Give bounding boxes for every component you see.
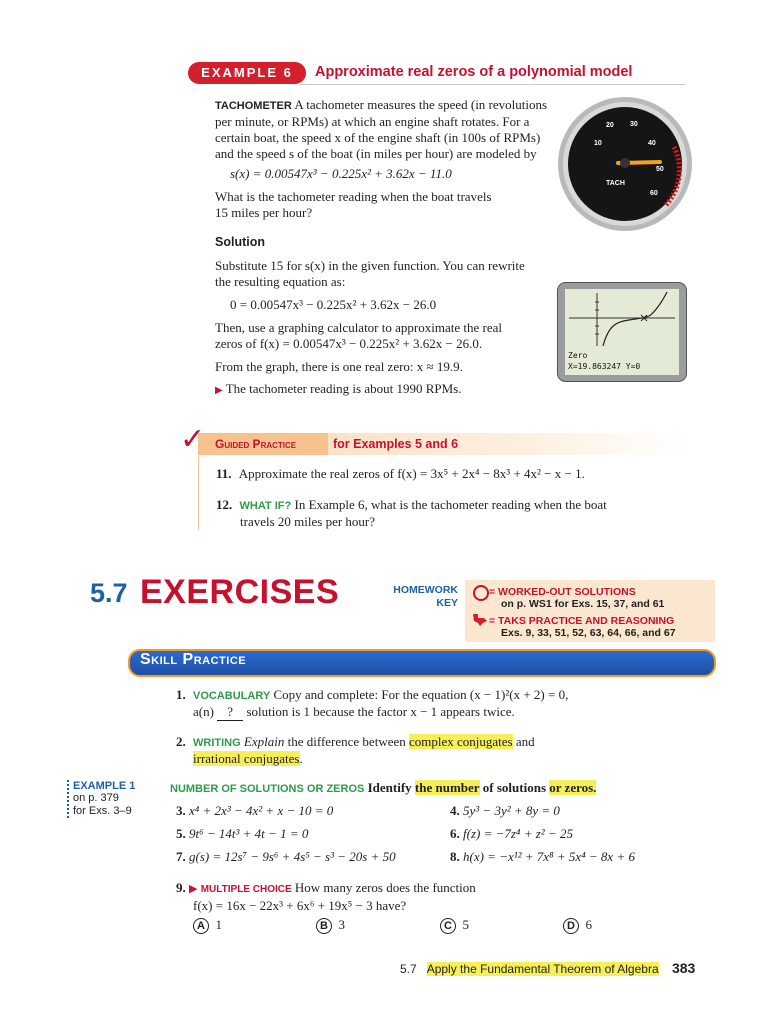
ex2-and: and	[515, 734, 535, 749]
q11-text: Approximate the real zeros of f(x) = 3x⁵ + 2x⁴ − 8x³ + 4x² − x − 1.	[238, 466, 585, 481]
choice-d-value: 6	[585, 917, 592, 932]
exercise-9	[176, 880, 476, 914]
exercise-5	[176, 826, 308, 842]
ex5-text: 9t⁶ − 14t³ + 4t − 1 = 0	[189, 826, 309, 841]
ex6-text: f(z) = −7z⁴ + z² − 25	[463, 826, 573, 841]
group-highlight-zeros: or zeros.	[549, 780, 597, 795]
q12-lead: WHAT IF?	[239, 500, 292, 512]
choice-d-letter: D	[563, 918, 579, 934]
homework-label-line-2: KEY	[436, 597, 458, 609]
ex2-number: 2.	[176, 734, 186, 749]
intro-line-4: and the speed s of the boat (in miles per hour) are modeled by	[215, 146, 537, 161]
taks-texas-icon	[471, 613, 489, 627]
ex2-highlight-irrational: irrational conjugates	[193, 751, 300, 766]
tach-tick-30: 30	[630, 121, 638, 128]
answer-line	[215, 381, 461, 399]
question-line-2: 15 miles per hour?	[215, 205, 313, 220]
side-page-ref: on p. 379	[73, 792, 119, 804]
homework-key-label	[372, 584, 458, 610]
answer-arrow-icon: ▶	[215, 385, 223, 396]
ex4-text: 5y³ − 3y² + 8y = 0	[463, 803, 560, 818]
q12-number: 12.	[216, 497, 233, 512]
ex1-number: 1.	[176, 687, 186, 702]
choice-d[interactable]	[563, 917, 592, 934]
choice-a[interactable]	[193, 917, 222, 934]
exercises-title: EXERCISES	[140, 573, 340, 611]
guided-q12	[216, 497, 607, 530]
sol2-line-1: Then, use a graphing calculator to approximate the real	[215, 320, 502, 335]
guided-practice-for: for Examples 5 and 6	[333, 437, 459, 451]
skill-practice-title: Skill Practice	[140, 651, 247, 668]
hw-worked-line-2: on p. WS1 for Exs. 15, 37, and 61	[501, 598, 665, 610]
exercise-7	[176, 849, 396, 865]
ex1-line-1: Copy and complete: For the equation (x − 1)²(x + 2) = 0,	[273, 687, 569, 702]
tach-tick-60: 60	[650, 190, 658, 197]
example-reference-note	[67, 780, 165, 818]
ex2-period: .	[299, 751, 303, 766]
ex9-taks-icon: ▶	[189, 883, 198, 895]
choice-a-letter: A	[193, 918, 209, 934]
ex1-lead: VOCABULARY	[193, 690, 271, 702]
worked-out-circle-icon	[473, 585, 489, 601]
ex8-text: h(x) = −x¹² + 7x⁸ + 5x⁴ − 8x + 6	[463, 849, 635, 864]
calculator-screen	[557, 282, 687, 382]
ex6-number: 6.	[450, 826, 460, 841]
hw-worked-line-1: = WORKED-OUT SOLUTIONS	[489, 586, 636, 598]
calc-zero-label: Zero	[568, 351, 588, 360]
sol1-line-2: the resulting equation as:	[215, 274, 346, 289]
exercise-1	[176, 687, 568, 721]
ex2-mid: the difference between	[287, 734, 406, 749]
tach-tick-10: 10	[594, 140, 602, 147]
homework-label-line-1: HOMEWORK	[393, 584, 458, 596]
choice-b-letter: B	[316, 918, 332, 934]
ex4-number: 4.	[450, 803, 460, 818]
ex8-number: 8.	[450, 849, 460, 864]
page-number: 383	[671, 960, 696, 976]
ex2-highlight-complex: complex conjugates	[409, 734, 513, 749]
answer-text: The tachometer reading is about 1990 RPMs.	[225, 381, 462, 396]
tachometer-gauge	[556, 95, 694, 233]
ex2-lead: WRITING	[193, 737, 241, 749]
tach-tick-50: 50	[656, 166, 664, 173]
exercise-group-heading	[170, 780, 596, 797]
example-header-rule	[300, 84, 685, 85]
tach-label: TACH	[606, 180, 625, 187]
exercise-4	[450, 803, 560, 819]
model-equation: s(x) = 0.00547x³ − 0.225x² + 3.62x − 11.0	[230, 166, 452, 181]
solution-step-2	[215, 320, 502, 352]
guided-q11	[216, 466, 585, 482]
choice-b[interactable]	[316, 917, 345, 934]
ex2-explain: Explain	[243, 734, 285, 749]
choice-a-value: 1	[215, 917, 222, 932]
intro-line-1: A tachometer measures the speed (in revolutions	[294, 97, 548, 112]
exercise-8	[450, 849, 635, 865]
tach-tick-20: 20	[606, 122, 614, 129]
solution-step-1	[215, 258, 525, 290]
intro-line-3: certain boat, the speed x of the engine shaft (in 100s of RPMs)	[215, 130, 541, 145]
tachometer-lead: TACHOMETER	[215, 100, 292, 112]
ex7-text: g(s) = 12s⁷ − 9s⁶ + 4s⁵ − s³ − 20s + 50	[189, 849, 396, 864]
example-tab: EXAMPLE 6	[188, 62, 306, 84]
q12-line-1: In Example 6, what is the tachometer reading when the boat	[294, 497, 607, 512]
ex1-blank: ?	[217, 704, 243, 721]
ex7-number: 7.	[176, 849, 186, 864]
intro-line-2: per minute, or RPMs) at which an engine shaft rotates. For a	[215, 114, 530, 129]
ex9-number: 9.	[176, 880, 186, 895]
side-example-title: EXAMPLE 1	[73, 780, 136, 792]
footer-title: Apply the Fundamental Theorem of Algebra	[426, 962, 659, 976]
ex3-text: x⁴ + 2x³ − 4x² + x − 10 = 0	[189, 803, 334, 818]
group-of-solutions: of solutions	[482, 780, 547, 795]
ex9-line-2: f(x) = 16x − 22x³ + 6x⁶ + 19x⁵ − 3 have?	[193, 898, 407, 913]
rewritten-equation: 0 = 0.00547x³ − 0.225x² + 3.62x − 26.0	[230, 297, 437, 312]
sol1-line-1: Substitute 15 for s(x) in the given function. You can rewrite	[215, 258, 525, 273]
choice-b-value: 3	[338, 917, 345, 932]
checkmark-icon: ✓	[180, 422, 206, 457]
footer-section: 5.7	[400, 962, 417, 976]
guided-practice-title: Guided Practice	[215, 437, 297, 451]
tach-hub	[620, 158, 630, 168]
exercise-2	[176, 734, 535, 767]
ex1-pre: a(n)	[193, 704, 214, 719]
page-footer	[400, 960, 695, 976]
solution-heading: Solution	[215, 235, 265, 249]
hw-taks-line-1: = TAKS PRACTICE AND REASONING	[489, 615, 675, 627]
group-lead: NUMBER OF SOLUTIONS OR ZEROS	[170, 783, 365, 795]
example-intro	[215, 97, 560, 162]
side-exercise-range: for Exs. 3–9	[73, 805, 132, 817]
homework-key-box	[465, 580, 715, 642]
choice-c-letter: C	[440, 918, 456, 934]
ex9-line-1: How many zeros does the function	[294, 880, 476, 895]
group-highlight-number: the number	[414, 780, 480, 795]
ex9-lead: MULTIPLE CHOICE	[200, 884, 292, 895]
q11-number: 11.	[216, 466, 232, 481]
exercise-6	[450, 826, 573, 842]
example-question	[215, 189, 492, 221]
choice-c-value: 5	[462, 917, 469, 932]
section-number: 5.7	[90, 578, 128, 608]
q12-line-2: travels 20 miles per hour?	[240, 514, 376, 529]
hw-taks-line-2: Exs. 9, 33, 51, 52, 63, 64, 66, and 67	[501, 627, 676, 639]
ex1-post: solution is 1 because the factor x − 1 appears twice.	[246, 704, 515, 719]
ex5-number: 5.	[176, 826, 186, 841]
ex3-number: 3.	[176, 803, 186, 818]
question-line-1: What is the tachometer reading when the boat travels	[215, 189, 492, 204]
sol2-line-2: zeros of f(x) = 0.00547x³ − 0.225x² + 3.62x − 26.0.	[215, 336, 483, 351]
solution-step-3: From the graph, there is one real zero: x ≈ 19.9.	[215, 359, 463, 374]
group-identify: Identify	[367, 780, 412, 795]
calc-zero-value: X=19.863247 Y=0	[568, 362, 641, 371]
example-title: Approximate real zeros of a polynomial model	[315, 64, 633, 80]
tach-tick-40: 40	[648, 140, 656, 147]
exercise-3	[176, 803, 333, 819]
choice-c[interactable]	[440, 917, 469, 934]
